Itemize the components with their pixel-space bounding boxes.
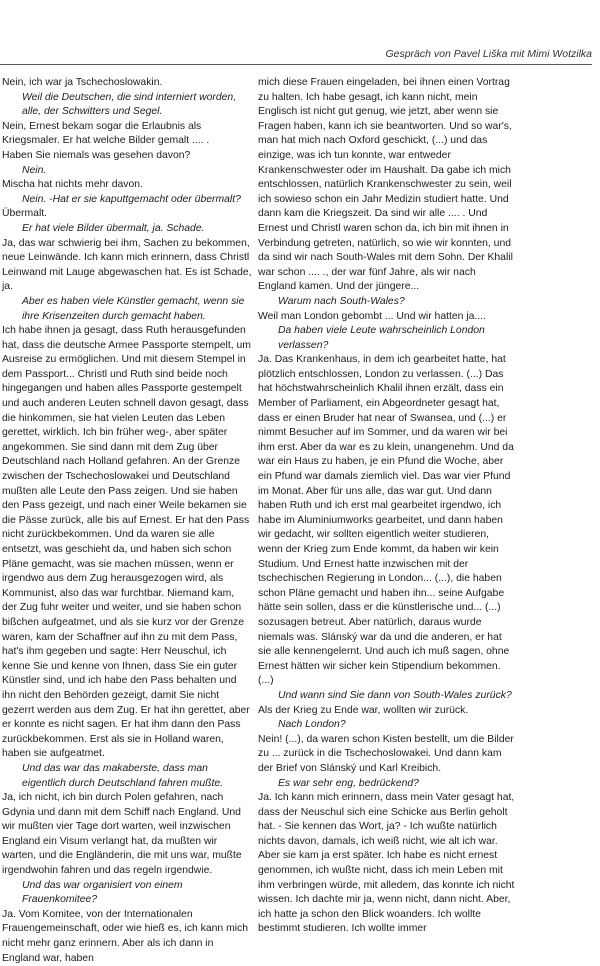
interview-question: Weil die Deutschen, die sind interniert worden, alle, der Schwitters und Segel. [22, 91, 237, 118]
interview-answer: Weil man London gebombt ... Und wir hatten ja.... [258, 310, 486, 322]
interview-question: Er hat viele Bilder übermalt, ja. Schade. [22, 222, 205, 234]
interview-answer: Ja. Das Krankenhaus, in dem ich gearbeitet hatte, hat plötzlich entschlossen, London zu verlassen. (...) Das hat höchstwahrscheinlich Khalil ihnen erzält, dass ein Member of Parliament, ein Abgeordneter gesagt hat, dass er einen Bruder hat near of Swansea, und (...) er nimmt Besucher auf im Sommer, und da waren wir bei ihm erst. Aber da war es zu klein, unangenehm. Und da war ein Haus zu haben, je ein Pfund die Woche, aber ein Pfund war damals ziemlich viel. Das war vier Pfund im Monat. Aber für uns alle, das war gut. Und dann haben Ruth und ich erst mal gearbeitet irgendwo, ich habe im Aluminiumworks gearbeitet, und dann haben wir gedacht, wir sollten eigentlich weiter studieren, wenn der Krieg zum Ende kommt, da haben wir kein Studium. Und Ernest hatte inzwischen mit der tschechischen Regierung in London... (...), die haben schon Pläne gemacht und haben ihn... seine Aufgabe hätte sein sollen, dass er die künstlerische und... (...) sozusagen betreut. Aber natürlich, daraus wurde niemals was. Slánský war da und die anderen, er hat sie alle kennengelernt. Und auch ich muß sagen, ohne Ernest hätten wir sicher kein Stipendium bekommen. (...) [258, 354, 514, 687]
interview-question: Nach London? [278, 719, 346, 731]
interview-answer: Als der Krieg zu Ende war, wollten wir zurück. [258, 704, 469, 716]
interview-question: Und das war organisiert von einem Frauenkomitee? [22, 879, 183, 906]
interview-answer: Haben Sie niemals was gesehen davon? [2, 149, 191, 161]
interview-question: Und das war das makaberste, dass man eigentlich durch Deutschland fahren mußte. [22, 762, 223, 789]
interview-question: Aber es haben viele Künstler gemacht, wenn sie ihre Krisenzeiten durch gemacht haben. [22, 295, 245, 322]
header-rule [0, 64, 592, 65]
interview-answer: Mischa hat nichts mehr davon. [2, 179, 143, 191]
interview-answer: mich diese Frauen eingeladen, bei ihnen einen Vortrag zu halten. Ich habe gesagt, ich kann nicht, mein Englisch ist nicht gut genug, wie jetzt, aber wenn sie Fragen haben, kann ich sie beantworten. Und so war's, man hat mich nach Oxford geschickt, (...) und das einzige, was ich tun konnte, war entweder Krankenschwester oder im Haushalt. Da gabe ich mich entschlossen, natürlich Krankenschwester zu sein, weil ich sowieso schon ein Jahr Medizin studiert hatte. Und dann kam die Kriegszeit. Da sind wir alle .... . Und Ernest und Christl waren schon da, ich bin mit ihnen in Verbindung getreten, natürlich, so wie wir konnten, und da sind wir nach South-Wales mit dem Sohn. Der Khalil war schon .... ., der war fünf Jahre, als wir nach England kamen. Und der jüngere... [258, 77, 513, 293]
right-column [258, 76, 516, 937]
running-header: Gespräch von Pavel Liška mit Mimi Wotzilka [385, 48, 592, 60]
interview-answer: Ja. Vom Komitee, von der Internationalen Frauengemeinschaft, oder wie hieß es, ich kann mich nicht mehr ganz erinnern. Aber als ich dann in England war, haben [2, 908, 249, 964]
interview-answer: Ja, das war schwierig bei ihm, Sachen zu bekommen, neue Leinwände. Ich kann mich erinnern, dass Christl Leinwand mit Lauge abgewaschen hat. Es ist Schade, ja. [2, 237, 252, 293]
interview-question: Da haben viele Leute wahrscheinlich London verlassen? [278, 325, 485, 351]
interview-question: Nein. [22, 164, 47, 176]
interview-question: Warum nach South-Wales? [278, 295, 405, 307]
interview-answer: Übermalt. [2, 208, 48, 220]
interview-answer: Ja, ich nicht, ich bin durch Polen gefahren, nach Gdynia und dann mit dem Schiff nach England. Und wir mußten vier Tage dort warten, weil inzwischen England ein Visum verlangt hat, da mußten wir warten, und die Engländerin, die mit uns war, mußte irgendwohin fahren und das regeln irgendwie. [2, 792, 242, 877]
interview-question: Und wann sind Sie dann von South-Wales zurück? [278, 689, 512, 701]
left-column [2, 76, 252, 966]
interview-answer: Ich habe ihnen ja gesagt, dass Ruth herausgefunden hat, dass die deutsche Armee Passporte stempelt, um Ausreise zu ermöglichen. Und mit diesem Stempel in dem Passport... Christl und Ruth sind beide noch hingegangen und haben alles Passporte gestempelt und auch anderen Leuten schnell davon gesagt, dass die hinkommen, sie hat vielen Leuten das Leben gerettet, wirklich. Ich bin früher weg-, aber später angekommen. Sie sind dann mit dem Zug über Deutschland nach Holland gefahren. An der Grenze zwischen der Tschechoslowakei und Deutschland mußten alle Leute den Pass zeigen. Und sie haben den Pass gezeigt, und nach einer Weile bekamen sie die Pässe zurück, alle bis auf Ernest. Er hat den Pass nicht zurückbekommen. Und da waren sie alle entsetzt, was geschieht da, und haben sich schon Pläne gemacht, was sie machen müssen, wenn er irgendwo aus dem Zug herausgezogen wird, als Kommunist, also das war furchtbar. Niemand kam, der Zug fuhr weiter und weiter, und sie haben schon bißchen aufgeatmet, und als sie kurz vor der Grenze waren, kam der Schaffner auf ihn zu mit dem Pass, hat's ihm gegeben und sagte: Herr Neuschul, ich kenne Sie und kenne von Ihnen, dass Sie ein guter Künstler sind, und ich habe den Pass behalten und ihn nicht den Behörden gezeigt, damit Sie nicht gezerrt werden aus dem Zug. Er hat ihn gerettet, aber er konnte es nicht sagen. Er hat ihm dann den Pass zurückbekommen. Erst als sie in Holland waren, haben sie aufgeatmet. [2, 325, 251, 760]
interview-answer: Ja. Ich kann mich erinnern, dass mein Vater gesagt hat, dass der Neuschul sich eine Schicke aus Berlin geholt hat. - Sie kennen das Wort, ja? - Ich wußte natürlich nichts davon, damals, ich weiß nicht, wie alt ich war. Aber sie kam ja erst später. Ich habe es nicht ernest genommen, ich wußte nicht, dass ich mein Leben mit ihm verbringen würde, mit alledem, das konnte ich nicht wissen. Ich dachte mir ja, wenn nicht, dann nicht. Aber, ich hatte ja schon den Blick woanders. Ich wollte bestimmt studieren. Ich wollte immer [258, 792, 515, 935]
interview-answer: Nein! (...), da waren schon Kisten bestellt, um die Bilder zu ... zurück in die Tschechoslowakei. Und dann kam der Brief von Slánský und Karl Kreibich. [258, 733, 514, 774]
interview-answer: Nein, ich war ja Tschechoslowakin. [2, 77, 163, 88]
interview-question: Es war sehr eng, bedrückend? [278, 777, 419, 789]
interview-question: Nein. -Hat er sie kaputtgemacht oder übermalt? [22, 193, 241, 205]
interview-answer: Nein, Ernest bekam sogar die Erlaubnis als Kriegsmaler. Er hat welche Bilder gemalt .... . [2, 120, 210, 147]
